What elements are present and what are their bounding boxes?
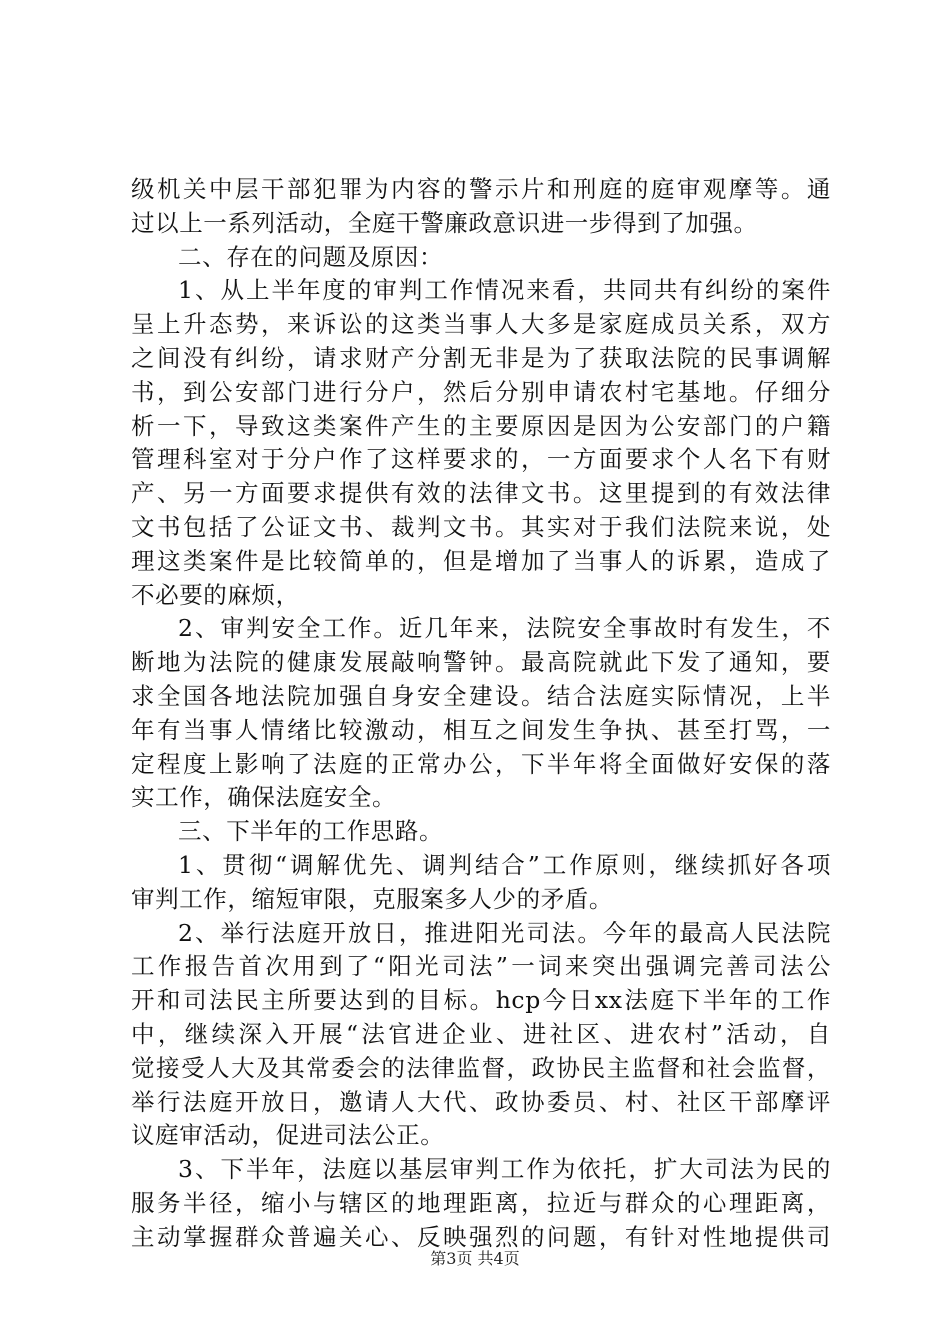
text-line: 中，继续深入开展“法官进企业、进社区、进农村”活动，自 [131,1019,831,1048]
text-line: 审判工作，缩短审限，克服案多人少的矛盾。 [131,884,613,913]
text-line: 理这类案件是比较简单的，但是增加了当事人的诉累，造成了 [131,546,831,575]
page-footer: 第3页 共4页 [430,1249,520,1268]
text-line: 主动掌握群众普遍关心、反映强烈的问题，有针对性地提供司 [131,1222,831,1251]
text-line: 举行法庭开放日，邀请人大代、政协委员、村、社区干部摩评 [131,1087,831,1116]
text-line: 断地为法院的健康发展敲响警钟。最高院就此下发了通知，要 [131,648,831,677]
text-line: 管理科室对于分户作了这样要求的，一方面要求个人名下有财 [131,445,831,474]
text-line: 2、审判安全工作。近几年来，法院安全事故时有发生，不 [178,614,831,643]
text-line: 工作报告首次用到了“阳光司法”一词来突出强调完善司法公 [131,952,831,981]
text-line: 析一下，导致这类案件产生的主要原因是因为公安部门的户籍 [131,411,831,440]
text-line: 服务半径，缩小与辖区的地理距离，拉近与群众的心理距离， [131,1188,831,1217]
text-line: 产、另一方面要求提供有效的法律文书。这里提到的有效法律 [131,479,831,508]
text-line: 年有当事人情绪比较激动，相互之间发生争执、甚至打骂，一 [131,715,831,744]
body-text [131,173,831,1255]
text-line: 不必要的麻烦， [131,580,300,609]
text-line: 2、举行法庭开放日，推进阳光司法。今年的最高人民法院 [178,918,831,947]
text-line: 开和司法民主所要达到的目标。hcp今日xx法庭下半年的工作 [131,986,831,1015]
text-line: 呈上升态势，来诉讼的这类当事人大多是家庭成员关系，双方 [131,310,831,339]
text-line: 实工作，确保法庭安全。 [131,783,397,812]
text-line: 书，到公安部门进行分户，然后分别申请农村宅基地。仔细分 [131,377,831,406]
text-line: 定程度上影响了法庭的正常办公，下半年将全面做好安保的落 [131,749,831,778]
text-line: 级机关中层干部犯罪为内容的警示片和刑庭的庭审观摩等。通 [131,175,831,203]
text-line: 1、贯彻“调解优先、调判结合”工作原则，继续抓好各项 [178,850,831,879]
text-line: 三、下半年的工作思路。 [178,817,444,846]
text-line: 过以上一系列活动，全庭干警廉政意识进一步得到了加强。 [131,208,758,237]
text-line: 文书包括了公证文书、裁判文书。其实对于我们法院来说，处 [131,512,831,541]
text-line: 1、从上半年度的审判工作情况来看，共同共有纠纷的案件 [178,276,831,305]
text-line: 觉接受人大及其常委会的法律监督，政协民主监督和社会监督， [131,1053,831,1082]
text-line: 3、下半年，法庭以基层审判工作为依托，扩大司法为民的 [178,1155,831,1184]
text-line: 求全国各地法院加强自身安全建设。结合法庭实际情况，上半 [131,681,831,710]
text-line: 议庭审活动，促进司法公正。 [131,1121,445,1150]
text-line: 之间没有纠纷，请求财产分割无非是为了获取法院的民事调解 [131,343,831,372]
text-line: 二、存在的问题及原因： [178,242,444,271]
